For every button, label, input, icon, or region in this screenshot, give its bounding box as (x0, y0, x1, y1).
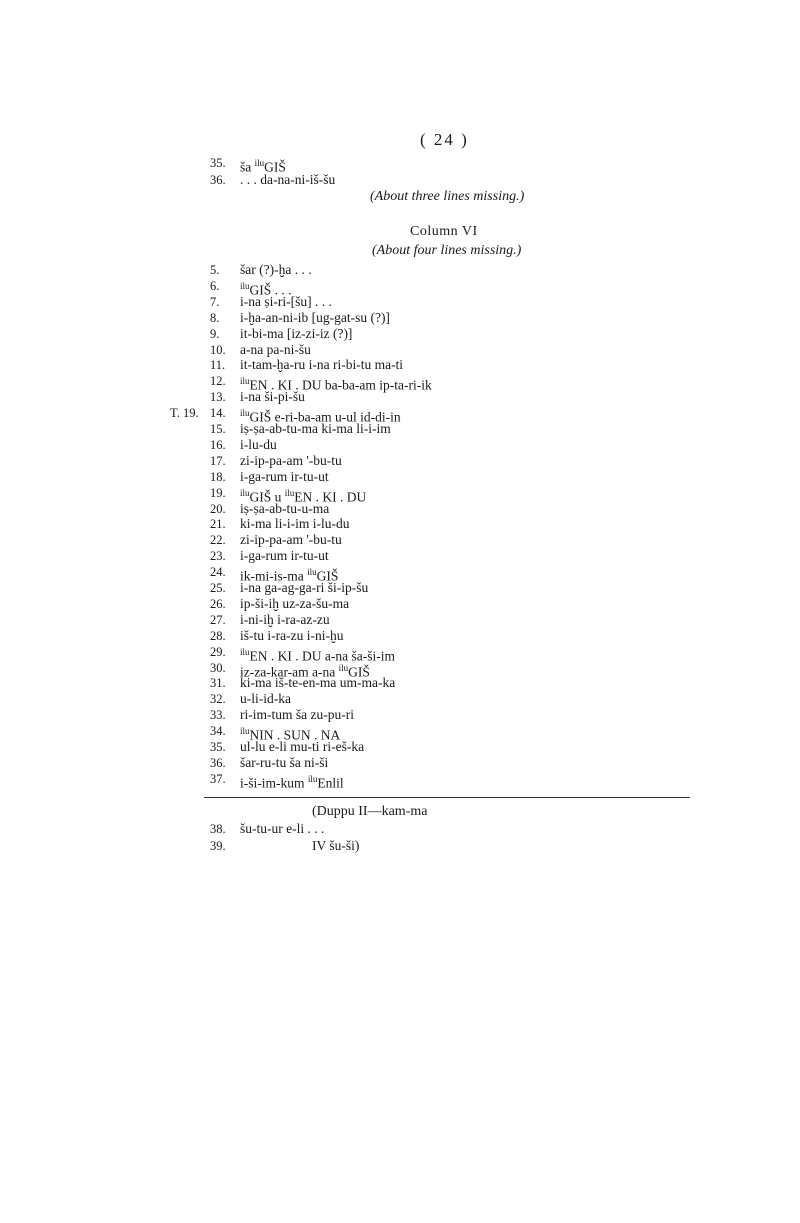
line-text: $^{ilu}$GIŠ u $^{ilu}$EN . KI . DU (240, 487, 367, 505)
line-number: 14. (210, 406, 226, 421)
line-text: a-na pa-ni-šu (240, 341, 311, 357)
line-number: 34. (210, 724, 226, 739)
line-number: 20. (210, 501, 226, 516)
line-number: 18. (210, 469, 226, 484)
line-number: 12. (210, 374, 226, 389)
line-text: šu-tu-ur e-li . . . (240, 821, 325, 836)
line-text: iṣ-ṣa-ab-tu-u-ma (240, 500, 330, 516)
line-text: ša $^{ilu}$GIŠ (240, 158, 286, 175)
line-number: 24. (210, 565, 226, 580)
column-heading: Column VI (410, 224, 478, 239)
line-text: ik-mi-is-ma $^{ilu}$GIŠ (240, 567, 339, 584)
line-text: IV šu-ši) (312, 838, 360, 853)
line-number: 16. (210, 437, 226, 452)
line-number: 7. (210, 294, 220, 309)
line-text: zi-ip-pa-am '-bu-tu (240, 452, 342, 468)
line-text: . . . da-na-ni-iš-šu (240, 172, 336, 187)
line-text: i-ga-rum ir-tu-ut (240, 548, 329, 564)
line-text: ip-ši-iḫ uz-za-šu-ma (240, 595, 350, 611)
line-text: it-bi-ma [iz-zi-iz (?)] (240, 325, 353, 341)
line-number: 19. (210, 485, 226, 500)
line-number: 28. (210, 628, 226, 643)
line-text: u-li-id-ka (240, 691, 291, 707)
line-number: 25. (210, 581, 226, 595)
tablet-reference: T. 19. (170, 406, 199, 421)
line-number: 8. (210, 310, 220, 325)
line-number: 36. (210, 755, 226, 770)
missing-lines-note: (About four lines missing.) (372, 243, 522, 258)
line-number: 5. (210, 263, 220, 277)
line-number: 9. (210, 326, 220, 341)
line-number: 35. (210, 740, 226, 754)
line-text: $^{ilu}$EN . KI . DU ba-ba-am ip-ta-ri-ik (240, 376, 432, 393)
line-text: iš-tu i-ra-zu i-ni-ḫu (240, 627, 344, 643)
line-number: 30. (210, 660, 226, 675)
divider-rule (204, 797, 690, 798)
line-text: ri-im-tum ša zu-pu-ri (240, 707, 354, 723)
divine-determinative: ilu (240, 408, 250, 419)
page-number: ( 24 ) (420, 130, 469, 149)
line-text: i-ga-rum ir-tu-ut (240, 468, 329, 484)
divine-determinative: ilu (240, 487, 250, 498)
line-text: ki-ma li-i-im i-lu-du (240, 516, 350, 532)
line-text: $^{ilu}$GIŠ e-ri-ba-am u-ul id-di-in (240, 408, 401, 425)
divine-determinative: ilu (240, 726, 250, 737)
line-number: 36. (210, 173, 226, 187)
line-text: šar-ru-tu ša ni-ši (240, 754, 329, 770)
divine-determinative: ilu (338, 662, 349, 673)
line-number: 15. (210, 422, 226, 436)
line-number: 6. (210, 278, 220, 293)
line-text: zi-ip-pa-am '-bu-tu (240, 532, 342, 548)
line-number: 39. (210, 839, 226, 853)
line-text: i-na ṣi-ri-[šu] . . . (240, 293, 332, 309)
divine-determinative: ilu (240, 376, 250, 387)
line-text: i-lu-du (240, 436, 277, 452)
line-number: 10. (210, 342, 226, 357)
colophon-title: (Duppu II—kam-ma (312, 804, 428, 819)
line-number: 29. (210, 644, 226, 659)
line-number: 37. (210, 771, 226, 786)
line-number: 32. (210, 692, 226, 707)
line-number: 22. (210, 533, 226, 548)
divine-determinative: ilu (240, 646, 250, 657)
line-number: 17. (210, 453, 226, 468)
line-text: i-ḫa-an-ni-ib [ug-gat-su (?)] (240, 309, 390, 325)
line-text: it-tam-ḫa-ru i-na ri-bi-tu ma-ti (240, 357, 404, 373)
line-number: 13. (210, 390, 226, 405)
line-text: $^{ilu}$GIŠ . . . (240, 280, 292, 298)
line-number: 38. (210, 822, 226, 836)
line-text: ki-ma iš-te-en-ma um-ma-ka (240, 675, 396, 691)
line-number: 35. (210, 156, 226, 170)
divine-determinative: ilu (307, 773, 318, 784)
divine-determinative: ilu (240, 280, 250, 291)
missing-lines-note: (About three lines missing.) (370, 189, 525, 204)
line-text: ul-lu e-li mu-ti ri-eš-ka (240, 739, 365, 754)
line-text: iṣ-ṣa-ab-tu-ma ki-ma li-i-im (240, 421, 391, 436)
line-number: 23. (210, 549, 226, 564)
line-text: i-ni-iḫ i-ra-az-zu (240, 611, 330, 627)
line-text: i-na ga-ag-ga-ri ši-ip-šu (240, 580, 369, 595)
divine-determinative: ilu (284, 487, 295, 498)
divine-determinative: ilu (307, 567, 317, 578)
line-number: 27. (210, 612, 226, 627)
line-number: 26. (210, 596, 226, 611)
divine-determinative: ilu (254, 158, 265, 168)
line-text: šar (?)-ḫa . . . (240, 262, 312, 277)
line-text: i-na ši-pi-šu (240, 389, 305, 405)
line-text: $^{ilu}$NIN . SUN . NA (240, 726, 341, 743)
line-number: 21. (210, 517, 226, 532)
line-text: i-ši-im-kum $^{ilu}$Enlil (240, 773, 344, 791)
line-number: 31. (210, 676, 226, 691)
line-number: 11. (210, 358, 226, 373)
line-text: iz-za-kar-am a-na $^{ilu}$GIŠ (240, 662, 370, 679)
line-text: $^{ilu}$EN . KI . DU a-na ša-ši-im (240, 646, 395, 664)
line-number: 33. (210, 708, 226, 723)
